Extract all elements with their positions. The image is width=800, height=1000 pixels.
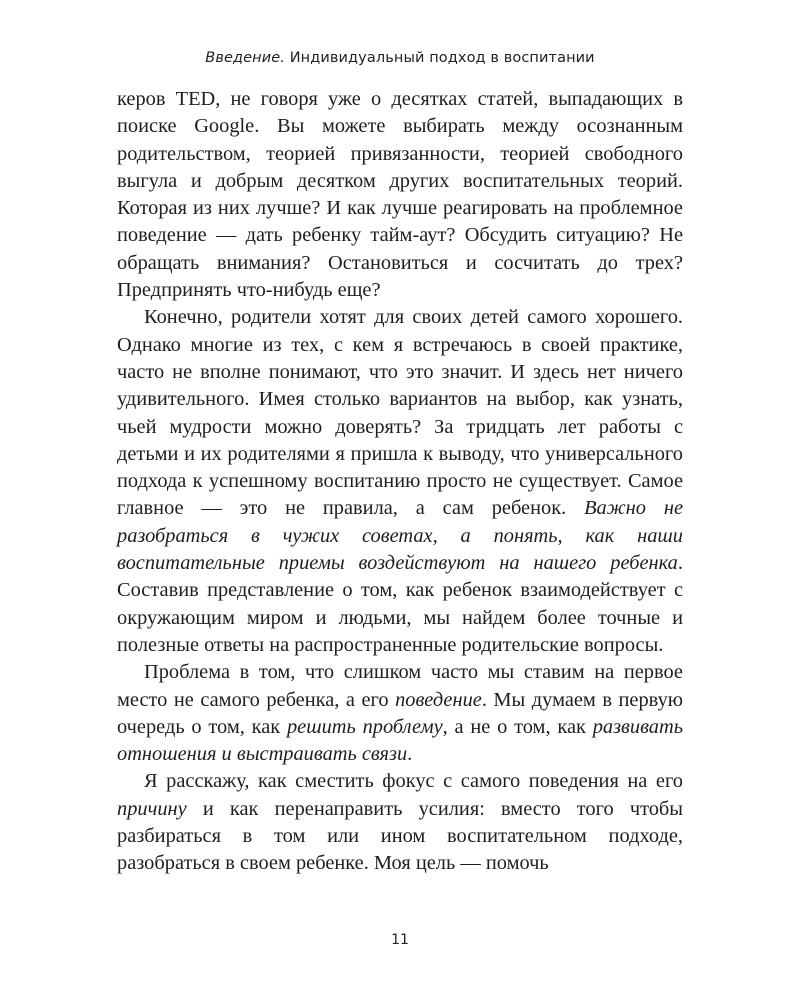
page-number: 11 [391, 932, 409, 948]
paragraph [117, 86, 683, 304]
text-run: . [407, 743, 413, 766]
text-run: , а не о том, как [442, 715, 593, 738]
text-run: . Составив представление о том, как ребенок взаимодействует с окружающим миром и людьми, мы найдем более точные и полезные ответы на распространенные родительские вопросы. [117, 552, 683, 656]
paragraph [117, 659, 683, 768]
emphasis-run: решить проблему [286, 715, 443, 738]
emphasis-run: развивать отношения и выстраивать связи [117, 715, 683, 766]
text-run: керов TED, не говоря уже о десятках статей, выпадающих в поиске Google. Вы можете выбирать между осознанным родительством, теорией привязанности, теорией свободного выгула и добрым десятком других воспитательных теорий. Которая из них лучше? И как лучше реагировать на проблемное поведение — дать ребенку тайм-аут? Обсудить ситуацию? Не обращать внимания? Остановиться и сосчитать до трех? Предпринять что-нибудь еще? [117, 88, 683, 302]
text-run: . Мы думаем в первую очередь о том, как [117, 688, 683, 738]
text-run: Конечно, родители хотят для своих детей самого хорошего. Однако многие из тех, с кем я встречаюсь в своей практике, часто не вполне понимают, что это значит. И здесь нет ничего удивительного. Имея столько вариантов на выбор, как узнать, чьей мудрости можно доверять? За тридцать лет работы с детьми и их родителями я пришла к выводу, что универсального подхода к успешному воспитанию просто не существует. Самое главное — это не правила, а сам ребенок. [117, 306, 683, 520]
text-run: Я расскажу, как сместить фокус с самого поведения на его [144, 770, 683, 793]
emphasis-run: причину [117, 797, 187, 820]
paragraph [117, 768, 683, 877]
text-run: и как перенаправить усилия: вместо того чтобы разбираться в том или ином воспитательном подходе, разобраться в своем ребенке. Моя цель — помочь [117, 797, 683, 875]
section-label: Введение. [205, 50, 285, 66]
chapter-title: Индивидуальный подход в воспитании [285, 50, 595, 66]
body-text [117, 86, 683, 878]
emphasis-run: Важно не разобраться в чужих советах, а понять, как наши воспитательные приемы воздействуют на нашего ребенка [117, 497, 683, 575]
running-header [0, 50, 800, 66]
text-run: Проблема в том, что слишком часто мы ставим на первое место не самого ребенка, а его [117, 661, 683, 711]
paragraph [117, 304, 683, 659]
emphasis-run: поведение [395, 688, 482, 711]
